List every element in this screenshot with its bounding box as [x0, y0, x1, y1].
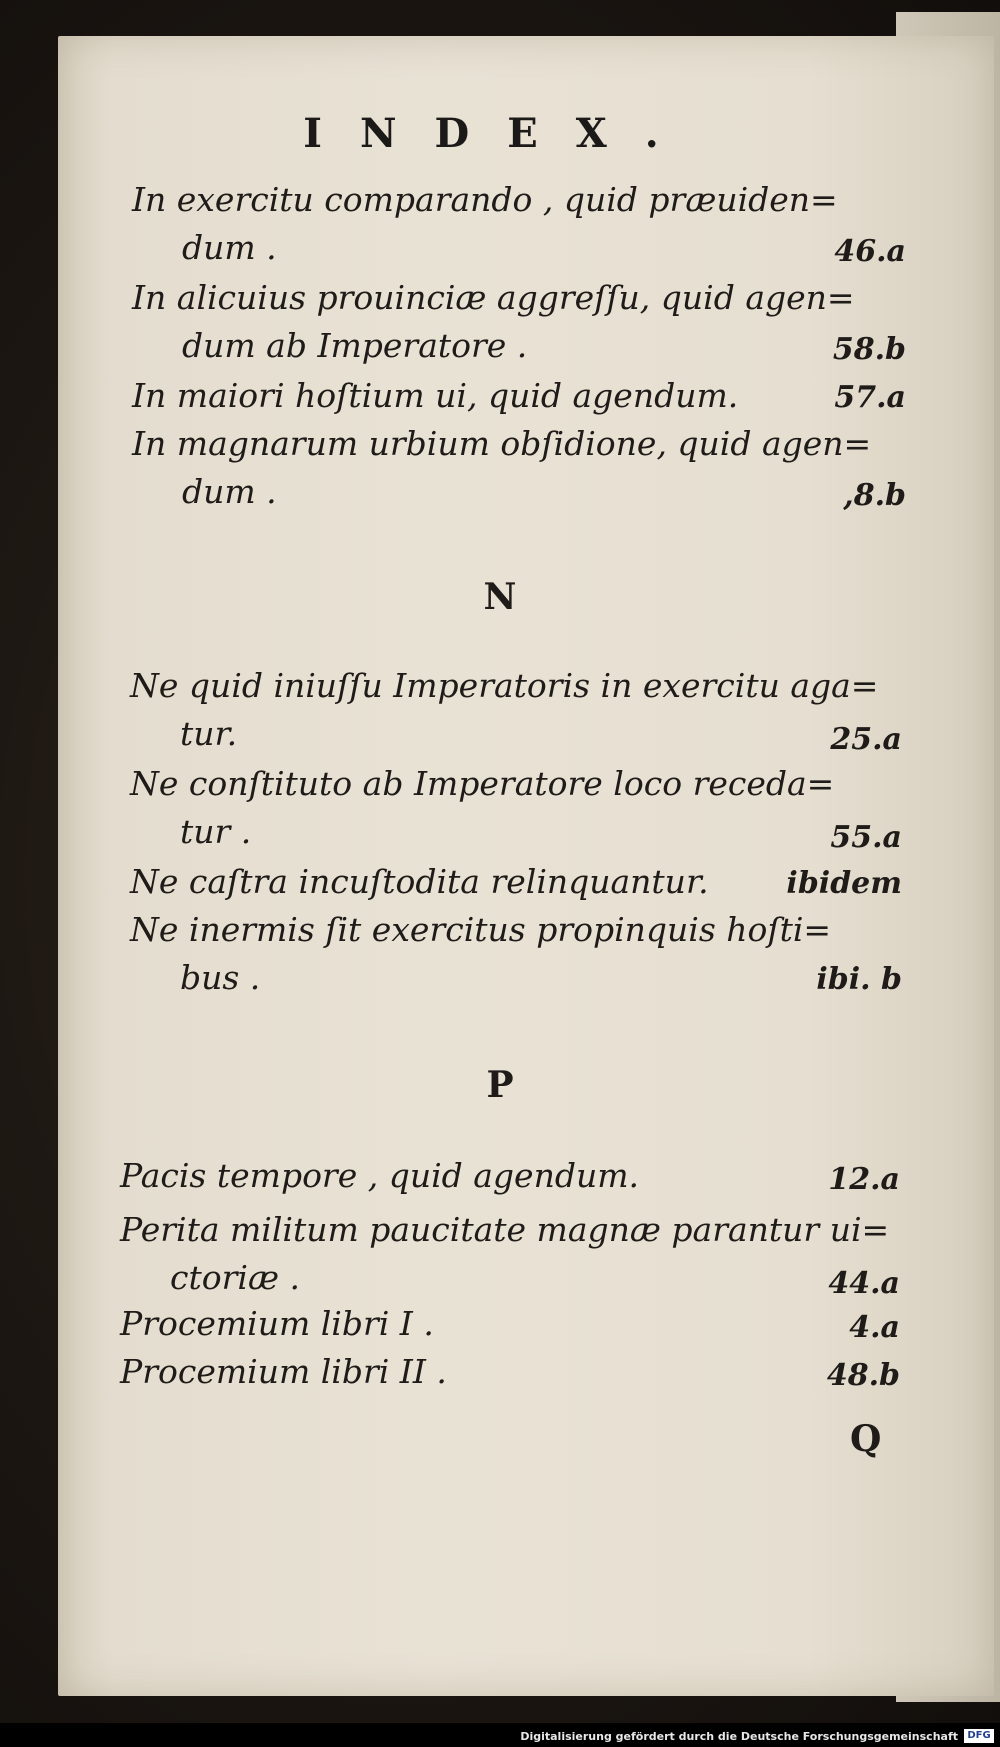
- entry-line: dum .: [182, 228, 277, 267]
- entry-line: Procemium libri II .: [120, 1352, 447, 1391]
- entry-line: dum ab Imperatore .: [182, 326, 528, 365]
- entry-line: Ne caſtra incuſtodita relinquantur.: [130, 862, 709, 901]
- entry-line: In magnarum urbium obſidione, quid agen=: [132, 424, 872, 463]
- catchword: Q: [850, 1418, 882, 1460]
- entry-line: Procemium libri I .: [120, 1304, 434, 1343]
- page-reference: 58.b: [832, 332, 906, 367]
- page-reference: 48.b: [826, 1358, 900, 1393]
- footer-bar: [0, 1723, 1000, 1747]
- page-reference: 4.a: [849, 1310, 900, 1345]
- page-reference: ibi. b: [816, 962, 902, 997]
- section-letter-p: P: [486, 1064, 514, 1106]
- entry-line: In exercitu comparando , quid præuiden=: [132, 180, 838, 219]
- entry-line: Perita militum paucitate magnæ parantur ui=: [120, 1210, 890, 1249]
- entry-line: tur.: [180, 714, 238, 753]
- entry-line: In maiori hoſtium ui, quid agendum.: [132, 376, 739, 415]
- entry-line: tur .: [180, 812, 252, 851]
- page-reference: 55.a: [830, 820, 902, 855]
- entry-line: Ne inermis ſit exercitus propinquis hoſti=: [130, 910, 832, 949]
- entry-line: Ne conſtituto ab Imperatore loco receda=: [130, 764, 835, 803]
- entry-line: Ne quid iniuſſu Imperatoris in exercitu aga=: [130, 666, 879, 705]
- section-letter-n: N: [483, 576, 517, 618]
- page-reference: ibidem: [786, 866, 902, 901]
- entry-line: bus .: [180, 958, 261, 997]
- page-reference: 12.a: [828, 1162, 900, 1197]
- entry-line: In alicuius prouinciæ aggreſſu, quid agen=: [132, 278, 855, 317]
- page-reference: 57.a: [834, 380, 906, 415]
- footer-credit: Digitalisierung gefördert durch die Deutsche Forschungsgemeinschaft: [520, 1730, 958, 1743]
- page-reference: ,8.b: [843, 478, 906, 513]
- page-reference: 25.a: [830, 722, 902, 757]
- page-reference: 46.a: [834, 234, 906, 269]
- page-header: INDEX.: [303, 110, 697, 157]
- page-reference: 44.a: [828, 1266, 900, 1301]
- dfg-logo: DFG: [964, 1729, 994, 1743]
- entry-line: Pacis tempore , quid agendum.: [120, 1156, 639, 1195]
- entry-line: ctoriæ .: [170, 1258, 300, 1297]
- entry-line: dum .: [182, 472, 277, 511]
